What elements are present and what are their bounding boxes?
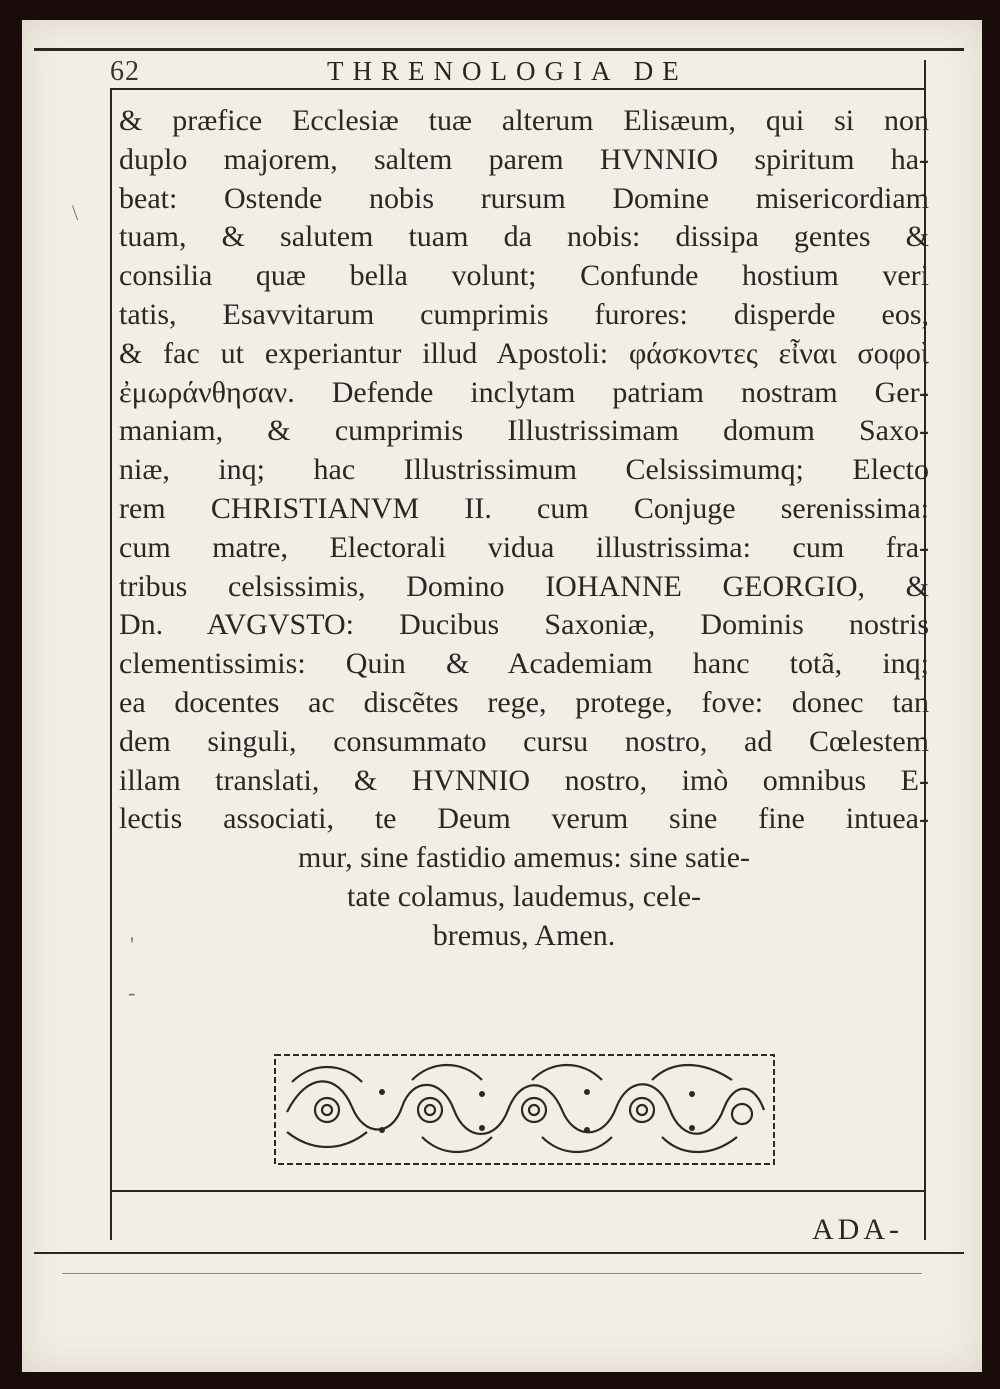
running-title: THRENOLOGIA DE [327,56,688,86]
bottom-frame-rule [110,1190,925,1192]
text-line: niæ, inq; hac Illustrissimum Celsissimumq; Electo [119,453,929,487]
body-text [119,102,929,956]
text-line: Dn. AVGVSTO: Ducibus Saxoniæ, Dominis nostris [119,608,929,642]
text-line: ἐμωράνθησαν. Defende inclytam patriam nostram Ger- [119,375,929,409]
printers-ornament [272,1052,777,1167]
left-frame-rule [110,90,112,1240]
text-line: illam translati, & HVNNIO nostro, imò omnibus E- [119,763,929,797]
text-line: ea docentes ac discẽtes rege, protege, fove: donec tan [119,685,929,719]
text-line: consilia quæ bella volunt; Confunde hostium veri [119,259,929,293]
footer-rule [34,1252,964,1254]
text-line: rem CHRISTIANVM II. cum Conjuge serenissima: [119,491,929,525]
top-rule [34,48,964,51]
text-line: cum matre, Electorali vidua illustrissima: cum fra- [119,530,929,564]
footer-rule-lower [62,1273,922,1274]
text-line: & præfice Ecclesiæ tuæ alterum Elisæum, qui si non [119,104,929,137]
text-line: clementissimis: Quin & Academiam hanc totã, inq; [119,647,929,681]
text-line: tribus celsissimis, Domino IOHANNE GEORGIO, & [119,569,929,603]
text-line: tatis, Esavvitarum cumprimis furores: disperde eos, [119,297,929,331]
margin-mark: ' [130,932,134,957]
text-line: lectis associati, te Deum verum sine fine intuea- [119,802,929,836]
text-line: mur, sine fastidio amemus: sine satie- [297,841,751,875]
text-line: beat: Ostende nobis rursum Domine misericordiam [119,181,929,215]
text-line: duplo majorem, saltem parem HVNNIO spiritum ha- [119,142,929,176]
margin-mark: - [128,980,136,1005]
book-page [22,20,982,1372]
catchword: ADA- [812,1213,903,1246]
margin-mark: \ [72,200,79,225]
text-line: dem singuli, consummato cursu nostro, ad Cœlestem [119,724,929,758]
text-line: tate colamus, laudemus, cele- [346,879,702,913]
text-line: tuam, & salutem tuam da nobis: dissipa gentes & [119,220,929,254]
page-number: 62 [110,56,140,87]
running-head [22,56,982,92]
text-line: maniam, & cumprimis Illustrissimam domum Saxo- [119,414,929,448]
text-line: & fac ut experiantur illud Apostoli: φάσκοντες εἶναι σοφοὶ [119,336,929,370]
text-line: bremus, Amen. [432,918,616,952]
